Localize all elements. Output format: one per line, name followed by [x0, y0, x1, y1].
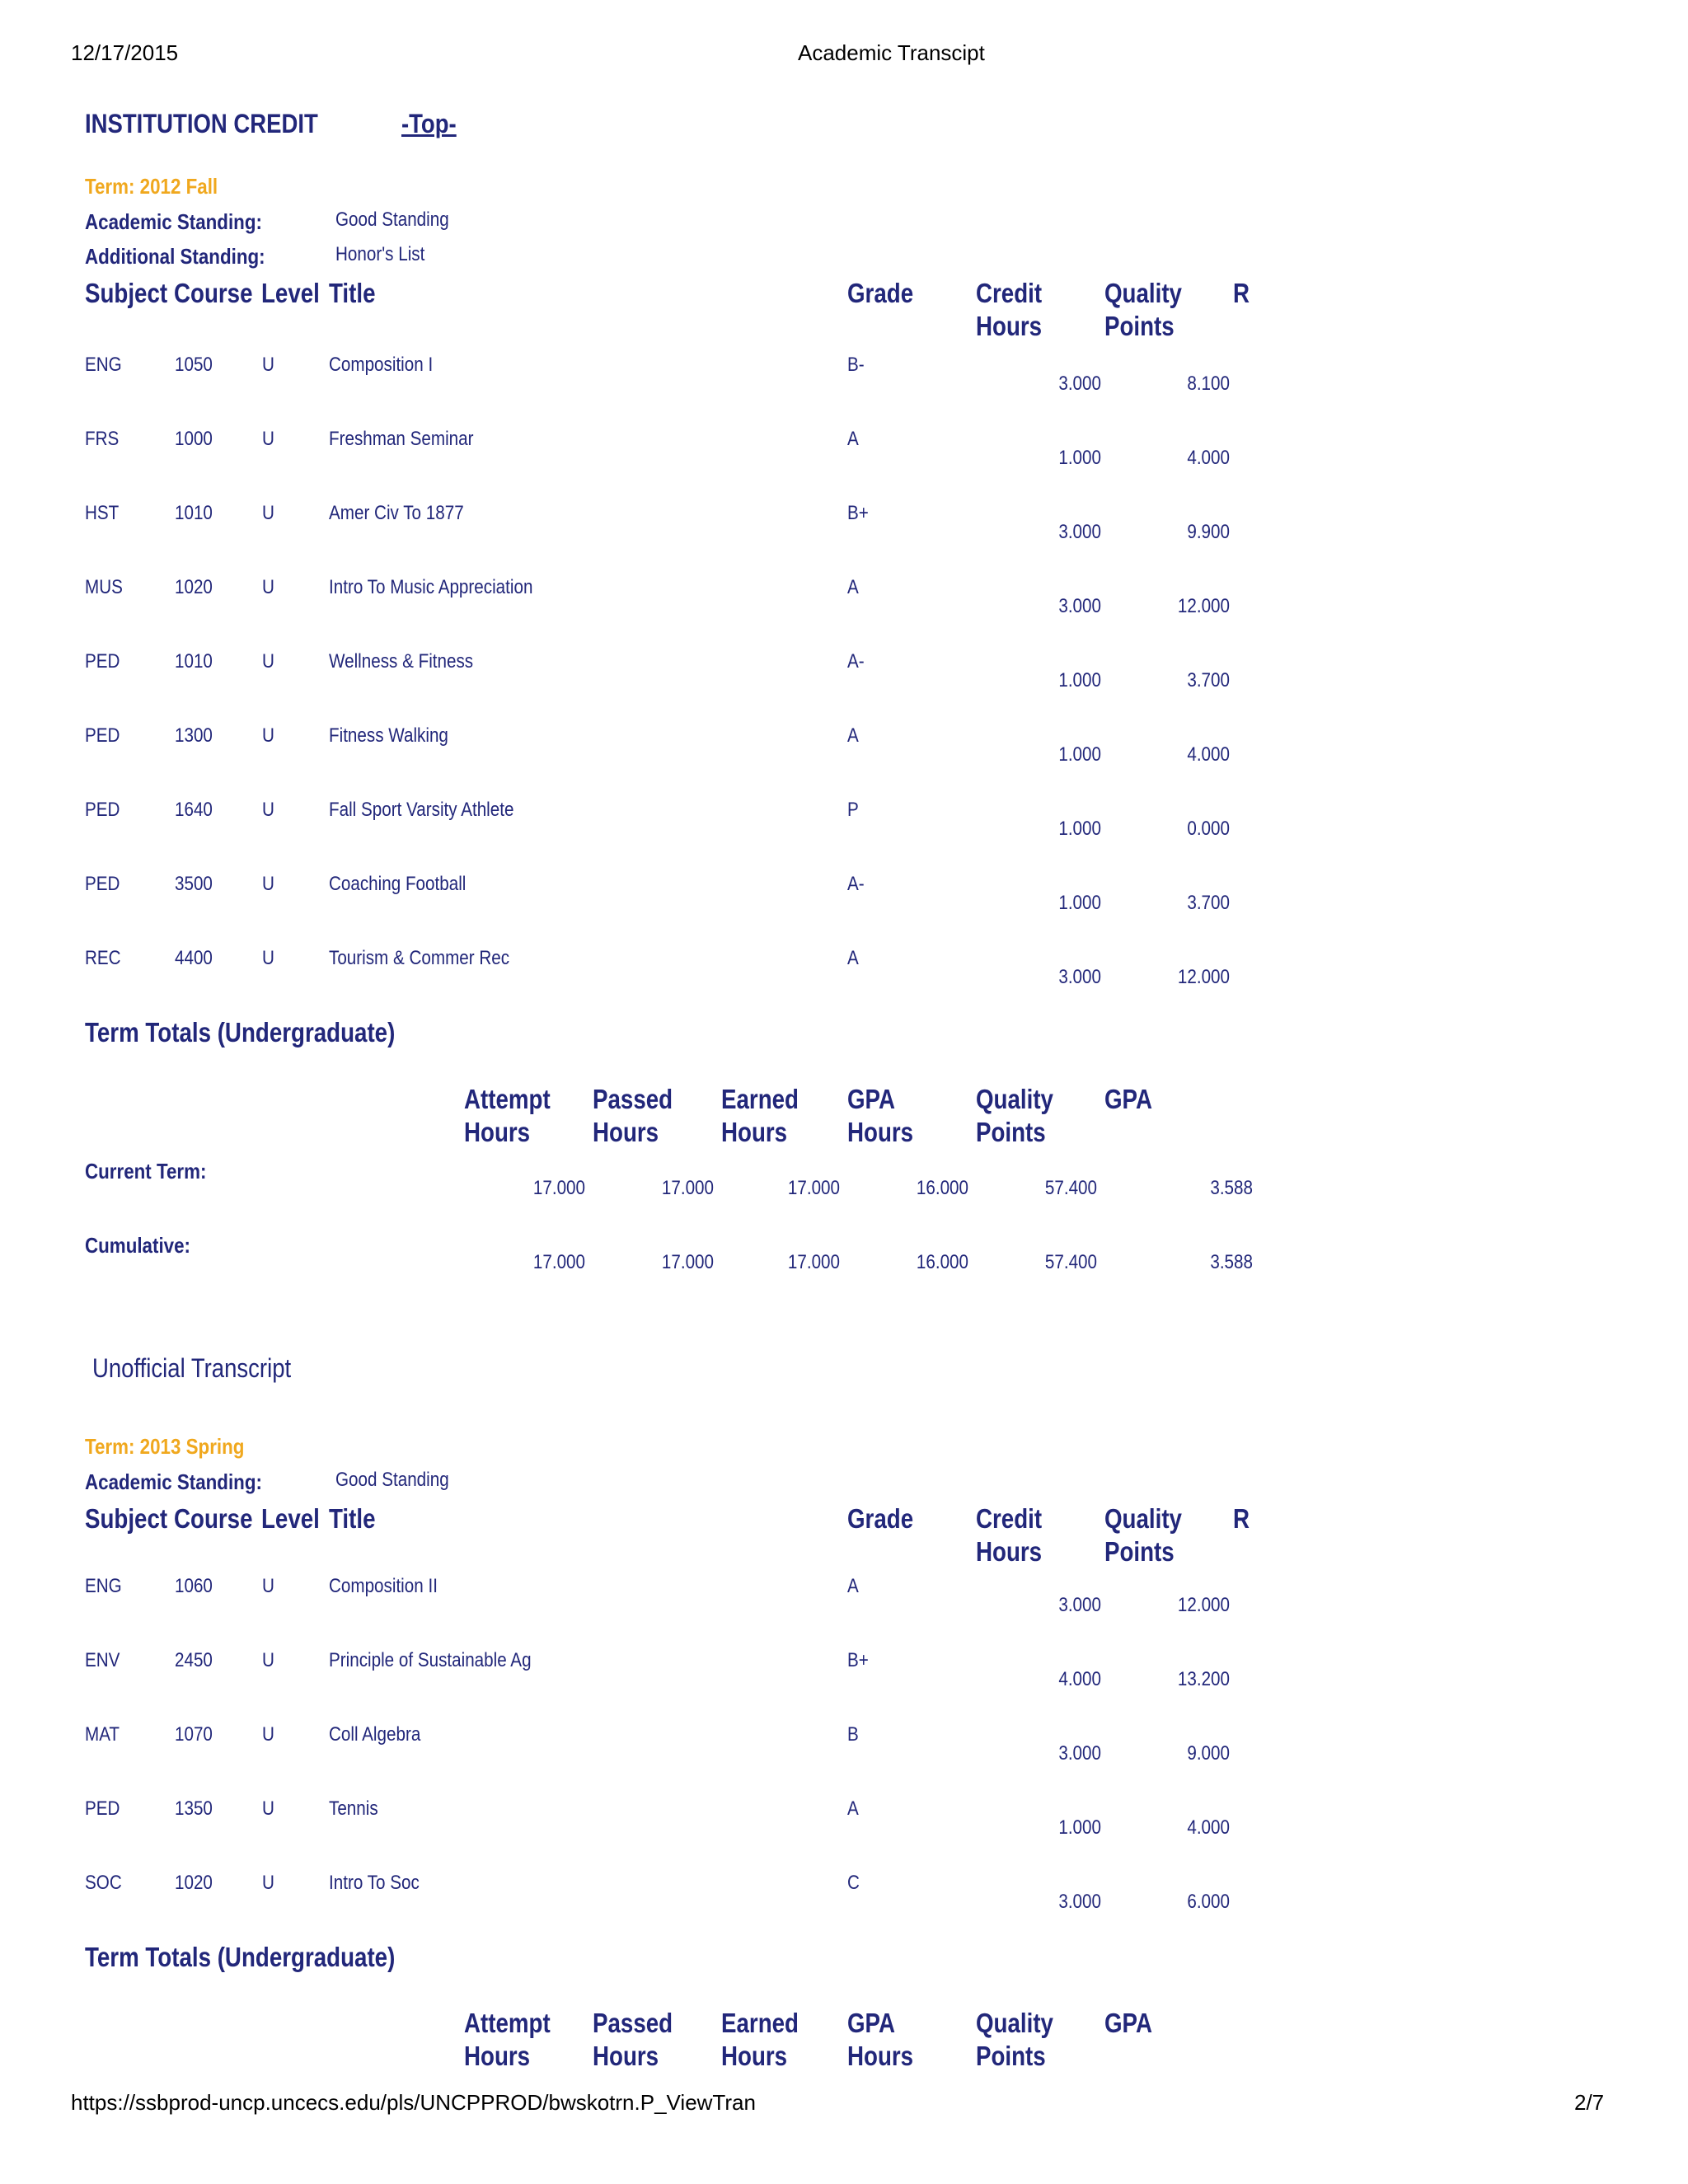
course-credit-hours: 3.000 [1058, 1742, 1101, 1765]
course-level: U [262, 354, 274, 376]
current-term-label: Current Term: [85, 1159, 207, 1183]
course-title: Tennis [329, 1797, 378, 1820]
col-subject: Subject [85, 278, 168, 308]
course-quality-points: 12.000 [1177, 1594, 1230, 1616]
course-level: U [262, 873, 274, 895]
course-subject: HST [85, 502, 120, 524]
course-level: U [262, 650, 274, 673]
course-grade: B [847, 1723, 859, 1746]
course-quality-points: 4.000 [1187, 447, 1230, 469]
course-title: Composition I [329, 354, 434, 376]
course-title: Coaching Football [329, 873, 467, 895]
course-number: 3500 [175, 873, 213, 895]
course-grade: A [847, 947, 859, 969]
course-subject: MAT [85, 1723, 120, 1746]
academic-standing-value: Good Standing [335, 209, 449, 231]
additional-standing-label: Additional Standing: [85, 244, 265, 269]
course-quality-points: 3.700 [1187, 669, 1230, 691]
course-subject: PED [85, 799, 120, 821]
top-link[interactable]: -Top- [401, 109, 457, 138]
tcol-attempt-2: Attempt Hours [464, 2008, 551, 2071]
cumulative-earned: 17.000 [787, 1251, 840, 1273]
course-grade: A [847, 428, 859, 450]
cumulative-quality: 57.400 [1044, 1251, 1097, 1273]
course-subject: REC [85, 947, 121, 969]
course-title: Composition II [329, 1575, 438, 1597]
course-credit-hours: 3.000 [1058, 595, 1101, 617]
course-credit-hours: 1.000 [1058, 669, 1101, 691]
course-credit-hours: 1.000 [1058, 1816, 1101, 1839]
current-quality: 57.400 [1044, 1177, 1097, 1199]
tcol-quality-2: Quality Points [976, 2008, 1053, 2071]
course-number: 1020 [175, 1872, 213, 1894]
course-number: 2450 [175, 1649, 213, 1671]
col-quality-2: Quality Points [1104, 1503, 1182, 1567]
course-level: U [262, 724, 274, 747]
col-course: Course [174, 278, 253, 308]
tcol-quality: Quality Points [976, 1084, 1053, 1147]
academic-standing-label-2: Academic Standing: [85, 1469, 262, 1494]
current-attempt: 17.000 [532, 1177, 585, 1199]
course-subject: PED [85, 724, 120, 747]
course-title: Intro To Music Appreciation [329, 576, 533, 598]
unofficial-transcript-label: Unofficial Transcript [92, 1353, 292, 1383]
col-level-2: Level [261, 1503, 320, 1534]
col-grade: Grade [847, 278, 914, 308]
course-number: 4400 [175, 947, 213, 969]
course-quality-points: 12.000 [1177, 595, 1230, 617]
course-number: 1300 [175, 724, 213, 747]
course-quality-points: 12.000 [1177, 966, 1230, 988]
course-number: 1060 [175, 1575, 213, 1597]
course-grade: A [847, 1575, 859, 1597]
course-grade: A [847, 724, 859, 747]
course-quality-points: 0.000 [1187, 818, 1230, 840]
course-grade: B+ [847, 502, 869, 524]
cumulative-passed: 17.000 [661, 1251, 714, 1273]
tcol-attempt: Attempt Hours [464, 1084, 551, 1147]
course-credit-hours: 1.000 [1058, 743, 1101, 766]
academic-standing-label: Academic Standing: [85, 209, 262, 234]
course-level: U [262, 1723, 274, 1746]
course-title: Principle of Sustainable Ag [329, 1649, 532, 1671]
col-title-2: Title [329, 1503, 376, 1534]
tcol-earned: Earned Hours [721, 1084, 799, 1147]
cumulative-gpa-hours: 16.000 [916, 1251, 968, 1273]
course-subject: ENV [85, 1649, 120, 1671]
col-credit: Credit Hours [976, 278, 1043, 341]
course-number: 1010 [175, 650, 213, 673]
totals-table-header-2 [0, 2007, 1688, 2071]
course-level: U [262, 428, 274, 450]
tcol-gpa: GPA [1104, 1084, 1153, 1114]
tcol-passed: Passed Hours [593, 1084, 673, 1147]
course-number: 1000 [175, 428, 213, 450]
course-subject: PED [85, 873, 120, 895]
col-quality: Quality Points [1104, 278, 1182, 341]
course-grade: A [847, 1797, 859, 1820]
term-totals-title-2: Term Totals (Undergraduate) [85, 1942, 396, 1972]
course-title: Fitness Walking [329, 724, 448, 747]
col-r-2: R [1233, 1503, 1250, 1534]
current-gpa-hours: 16.000 [916, 1177, 968, 1199]
course-number: 1070 [175, 1723, 213, 1746]
course-level: U [262, 947, 274, 969]
tcol-gpa-2: GPA [1104, 2008, 1153, 2038]
col-title: Title [329, 278, 376, 308]
course-subject: FRS [85, 428, 120, 450]
course-grade: B- [847, 354, 865, 376]
col-r: R [1233, 278, 1250, 308]
col-credit-2: Credit Hours [976, 1503, 1043, 1567]
course-title: Freshman Seminar [329, 428, 474, 450]
course-level: U [262, 799, 274, 821]
course-credit-hours: 3.000 [1058, 521, 1101, 543]
course-credit-hours: 3.000 [1058, 373, 1101, 395]
course-number: 1050 [175, 354, 213, 376]
course-title: Amer Civ To 1877 [329, 502, 464, 524]
tcol-earned-2: Earned Hours [721, 2008, 799, 2071]
course-quality-points: 4.000 [1187, 743, 1230, 766]
course-subject: SOC [85, 1872, 122, 1894]
course-number: 1010 [175, 502, 213, 524]
col-grade-2: Grade [847, 1503, 914, 1534]
course-level: U [262, 1575, 274, 1597]
course-number: 1640 [175, 799, 213, 821]
course-credit-hours: 1.000 [1058, 818, 1101, 840]
course-title: Intro To Soc [329, 1872, 420, 1894]
course-quality-points: 13.200 [1177, 1668, 1230, 1690]
course-credit-hours: 3.000 [1058, 1891, 1101, 1913]
course-credit-hours: 4.000 [1058, 1668, 1101, 1690]
course-subject: PED [85, 1797, 120, 1820]
print-url: https://ssbprod-uncp.uncecs.edu/pls/UNCPPROD/bwskotrn.P_ViewTran [71, 2090, 756, 2115]
current-gpa: 3.588 [1210, 1177, 1253, 1199]
course-credit-hours: 3.000 [1058, 1594, 1101, 1616]
course-grade: A- [847, 873, 865, 895]
course-number: 1350 [175, 1797, 213, 1820]
course-level: U [262, 502, 274, 524]
course-title: Coll Algebra [329, 1723, 421, 1746]
course-quality-points: 4.000 [1187, 1816, 1230, 1839]
cumulative-label: Cumulative: [85, 1233, 190, 1258]
course-grade: P [847, 799, 859, 821]
course-number: 1020 [175, 576, 213, 598]
term-label: Term: 2012 Fall [85, 174, 218, 199]
course-credit-hours: 1.000 [1058, 447, 1101, 469]
course-level: U [262, 1797, 274, 1820]
course-quality-points: 8.100 [1187, 373, 1230, 395]
course-grade: A- [847, 650, 865, 673]
cumulative-attempt: 17.000 [532, 1251, 585, 1273]
course-credit-hours: 3.000 [1058, 966, 1101, 988]
course-quality-points: 3.700 [1187, 892, 1230, 914]
term-label-2: Term: 2013 Spring [85, 1434, 245, 1459]
section-title: INSTITUTION CREDIT [85, 109, 318, 138]
tcol-passed-2: Passed Hours [593, 2008, 673, 2071]
page-number: 2/7 [1574, 2090, 1605, 2115]
course-credit-hours: 1.000 [1058, 892, 1101, 914]
academic-standing-value-2: Good Standing [335, 1469, 449, 1491]
course-title: Wellness & Fitness [329, 650, 474, 673]
tcol-gpa-hours: GPA Hours [847, 1084, 914, 1147]
course-subject: MUS [85, 576, 123, 598]
current-earned: 17.000 [787, 1177, 840, 1199]
additional-standing-value: Honor's List [335, 243, 425, 265]
course-quality-points: 6.000 [1187, 1891, 1230, 1913]
course-quality-points: 9.900 [1187, 521, 1230, 543]
course-title: Fall Sport Varsity Athlete [329, 799, 514, 821]
course-title: Tourism & Commer Rec [329, 947, 510, 969]
course-subject: ENG [85, 354, 122, 376]
current-passed: 17.000 [661, 1177, 714, 1199]
course-level: U [262, 1872, 274, 1894]
print-date: 12/17/2015 [71, 40, 179, 65]
col-level: Level [261, 278, 320, 308]
course-subject: ENG [85, 1575, 122, 1597]
course-grade: A [847, 576, 859, 598]
tcol-gpa-hours-2: GPA Hours [847, 2008, 914, 2071]
print-title: Academic Transcipt [798, 40, 985, 65]
course-level: U [262, 1649, 274, 1671]
course-subject: PED [85, 650, 120, 673]
col-subject-2: Subject [85, 1503, 168, 1534]
course-grade: B+ [847, 1649, 869, 1671]
cumulative-gpa: 3.588 [1210, 1251, 1253, 1273]
col-course-2: Course [174, 1503, 253, 1534]
course-quality-points: 9.000 [1187, 1742, 1230, 1765]
course-level: U [262, 576, 274, 598]
course-grade: C [847, 1872, 860, 1894]
term-totals-title: Term Totals (Undergraduate) [85, 1017, 396, 1047]
